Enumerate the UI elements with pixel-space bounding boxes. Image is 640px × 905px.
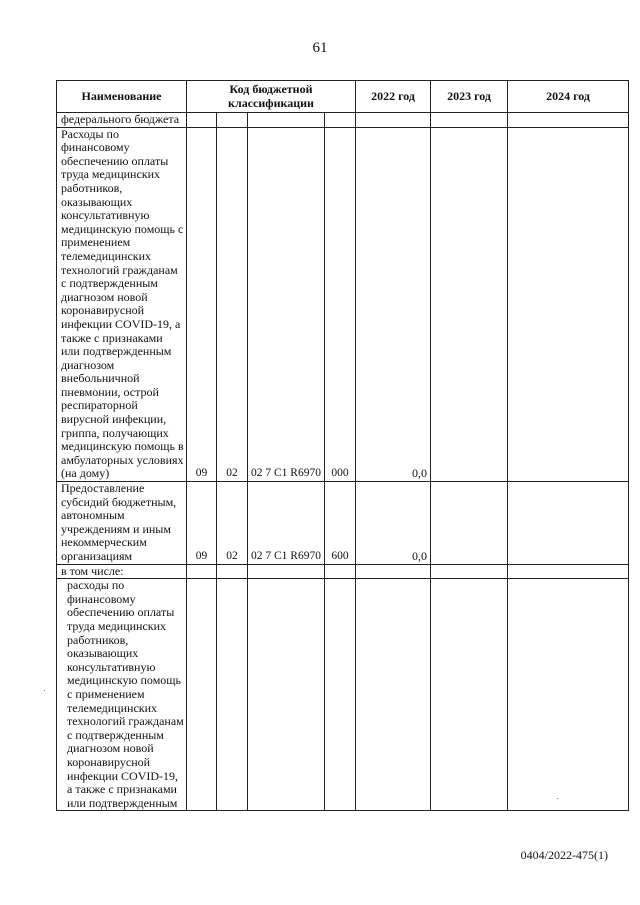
scan-speck — [557, 798, 558, 799]
row-section-code — [187, 579, 217, 811]
header-2023: 2023 год — [431, 81, 508, 113]
row-name: федерального бюджета — [57, 113, 187, 128]
row-section-code — [187, 564, 217, 579]
row-subsection-code — [217, 564, 248, 579]
header-2024: 2024 год — [508, 81, 629, 113]
row-2024-value — [508, 482, 629, 565]
document-number: 0404/2022-475(1) — [520, 848, 608, 862]
row-subsection-code — [217, 113, 248, 128]
header-budget-code: Код бюджетной классификации — [187, 81, 356, 113]
page-number: 61 — [312, 40, 328, 56]
row-2023-value — [431, 579, 508, 811]
row-2022-value — [356, 564, 431, 579]
row-2024-value — [508, 564, 629, 579]
row-expense-type-code — [325, 579, 356, 811]
table-row — [57, 482, 629, 565]
row-subsection-code — [217, 579, 248, 811]
row-name: Расходы по финансовому обеспечению оплаты труда медицинских работников, оказывающих консультативную медицинскую помощь с применением телемедицинских технологий гражданам с подтвержденным диагнозом новой коронавирусной инфекции COVID-19, а также с признаками или подтвержденным диагнозом внебольничной пневмонии, острой респираторной вирусной инфекции, гриппа, получающих медицинскую помощь в амбулаторных условиях (на дому) — [57, 127, 187, 481]
row-2022-value: 0,0 — [356, 127, 431, 481]
row-section-code — [187, 113, 217, 128]
row-expense-type-code — [325, 564, 356, 579]
row-2022-value: 0,0 — [356, 482, 431, 565]
row-section-code: 09 — [187, 482, 217, 565]
row-2023-value — [431, 482, 508, 565]
row-2022-value — [356, 579, 431, 811]
row-target-code — [248, 113, 325, 128]
row-target-code — [248, 579, 325, 811]
row-2023-value — [431, 113, 508, 128]
row-target-code: 02 7 С1 R6970 — [248, 127, 325, 481]
row-2024-value — [508, 127, 629, 481]
row-name: расходы по финансовому обеспечению оплаты труда медицинских работников, оказывающих консультативную медицинскую помощь с применением телемедицинских технологий гражданам с подтвержденным диагнозом новой коронавирусной инфекции COVID-19, а также с признаками или подтвержденным — [57, 579, 187, 811]
row-name: в том числе: — [57, 564, 187, 579]
row-section-code: 09 — [187, 127, 217, 481]
budget-table — [56, 80, 629, 811]
row-target-code — [248, 564, 325, 579]
table-row — [57, 113, 629, 128]
table-row — [57, 127, 629, 481]
row-subsection-code: 02 — [217, 482, 248, 565]
row-expense-type-code: 600 — [325, 482, 356, 565]
header-name: Наименование — [57, 81, 187, 113]
table-row — [57, 579, 629, 811]
row-2023-value — [431, 127, 508, 481]
row-2022-value — [356, 113, 431, 128]
row-2024-value — [508, 579, 629, 811]
row-expense-type-code — [325, 113, 356, 128]
scan-speck — [44, 690, 45, 691]
row-name: Предоставление субсидий бюджетным, автономным учреждениям и иным некоммерческим организациям — [57, 482, 187, 565]
row-target-code: 02 7 С1 R6970 — [248, 482, 325, 565]
table-header-row — [57, 81, 629, 113]
row-subsection-code: 02 — [217, 127, 248, 481]
row-expense-type-code: 000 — [325, 127, 356, 481]
row-2024-value — [508, 113, 629, 128]
header-2022: 2022 год — [356, 81, 431, 113]
table-row — [57, 564, 629, 579]
row-2023-value — [431, 564, 508, 579]
